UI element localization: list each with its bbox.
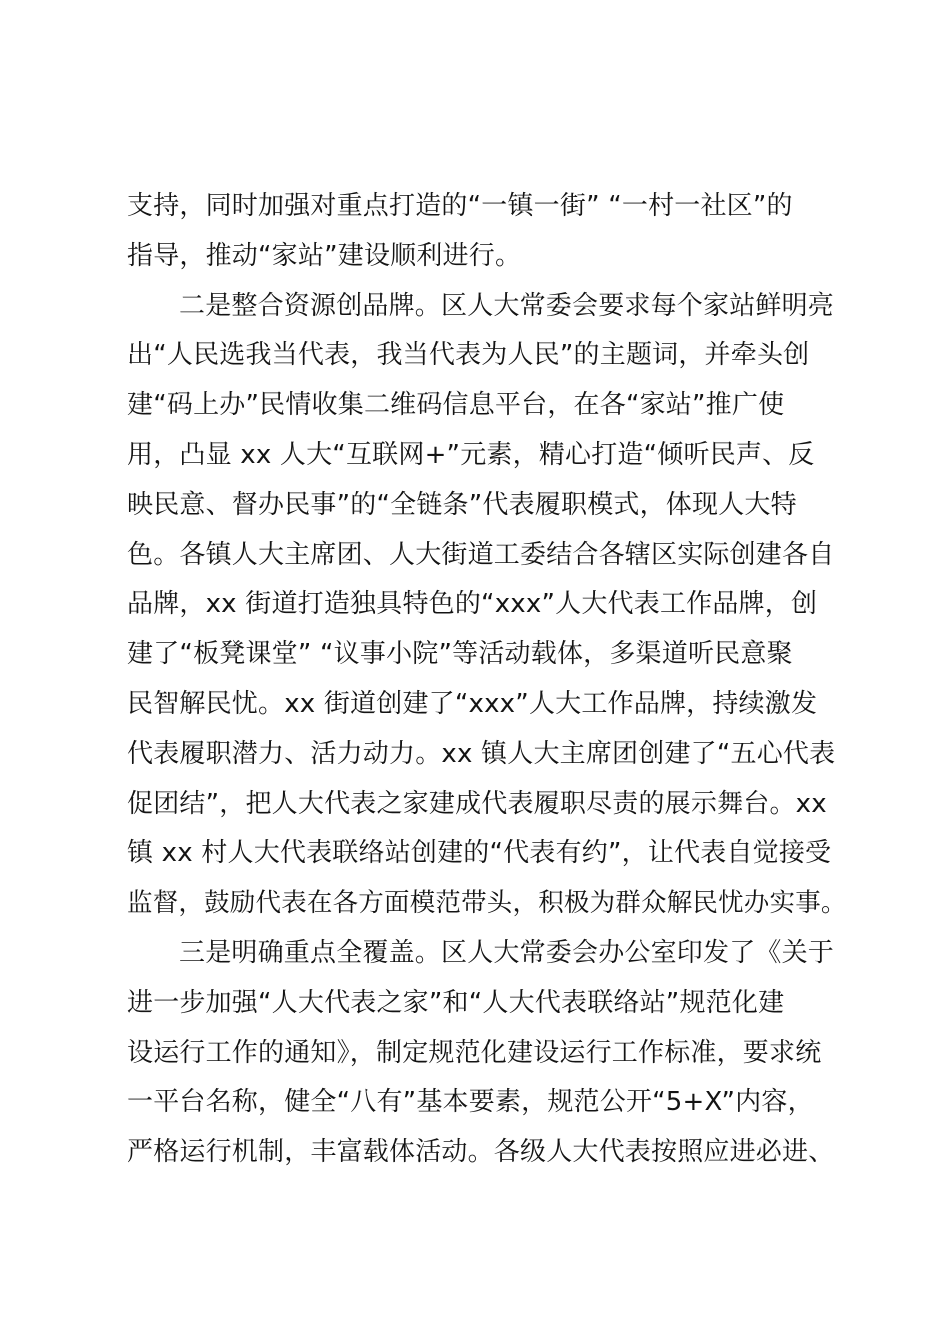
text-line: 代表履职潜力、活力动力。xx 镇人大主席团创建了“五心代表 bbox=[127, 739, 836, 769]
text-line: 用，凸显 xx 人大“互联网+”元素，精心打造“倾听民声、反 bbox=[127, 440, 815, 470]
text-line: 出“人民选我当代表，我当代表为人民”的主题词，并牵头创 bbox=[127, 340, 810, 370]
text-line: 设运行工作的通知》，制定规范化建设运行工作标准，要求统 bbox=[127, 1038, 822, 1068]
text-line: 品牌，xx 街道打造独具特色的“xxx”人大代表工作品牌，创 bbox=[127, 589, 818, 619]
text-line: 指导，推动“家站”建设顺利进行。 bbox=[127, 241, 522, 271]
text-line: 镇 xx 村人大代表联络站创建的“代表有约”，让代表自觉接受 bbox=[127, 838, 832, 868]
text-line: 促团结”，把人大代表之家建成代表履职尽责的展示舞台。xx bbox=[127, 789, 827, 819]
text-line: 映民意、督办民事”的“全链条”代表履职模式，体现人大特 bbox=[127, 490, 797, 520]
paragraph-start-line: 二是整合资源创品牌。区人大常委会要求每个家站鲜明亮 bbox=[179, 291, 835, 321]
text-line: 支持，同时加强对重点打造的“一镇一街” “一村一社区”的 bbox=[127, 191, 793, 221]
text-line: 色。各镇人大主席团、人大街道工委结合各辖区实际创建各自 bbox=[127, 540, 835, 570]
text-line: 进一步加强“人大代表之家”和“人大代表联络站”规范化建 bbox=[127, 988, 785, 1018]
text-line: 民智解民忧。xx 街道创建了“xxx”人大工作品牌，持续激发 bbox=[127, 689, 818, 719]
text-line: 建了“板凳课堂” “议事小院”等活动载体，多渠道听民意聚 bbox=[127, 639, 793, 669]
text-line: 严格运行机制，丰富载体活动。各级人大代表按照应进必进、 bbox=[127, 1137, 835, 1167]
text-line: 建“码上办”民情收集二维码信息平台，在各“家站”推广使 bbox=[127, 390, 785, 420]
text-line: 监督，鼓励代表在各方面模范带头，积极为群众解民忧办实事。 bbox=[127, 888, 847, 918]
paragraph-start-line: 三是明确重点全覆盖。区人大常委会办公室印发了《关于 bbox=[179, 938, 835, 968]
text-line: 一平台名称，健全“八有”基本要素，规范公开“5+X”内容， bbox=[127, 1087, 814, 1117]
